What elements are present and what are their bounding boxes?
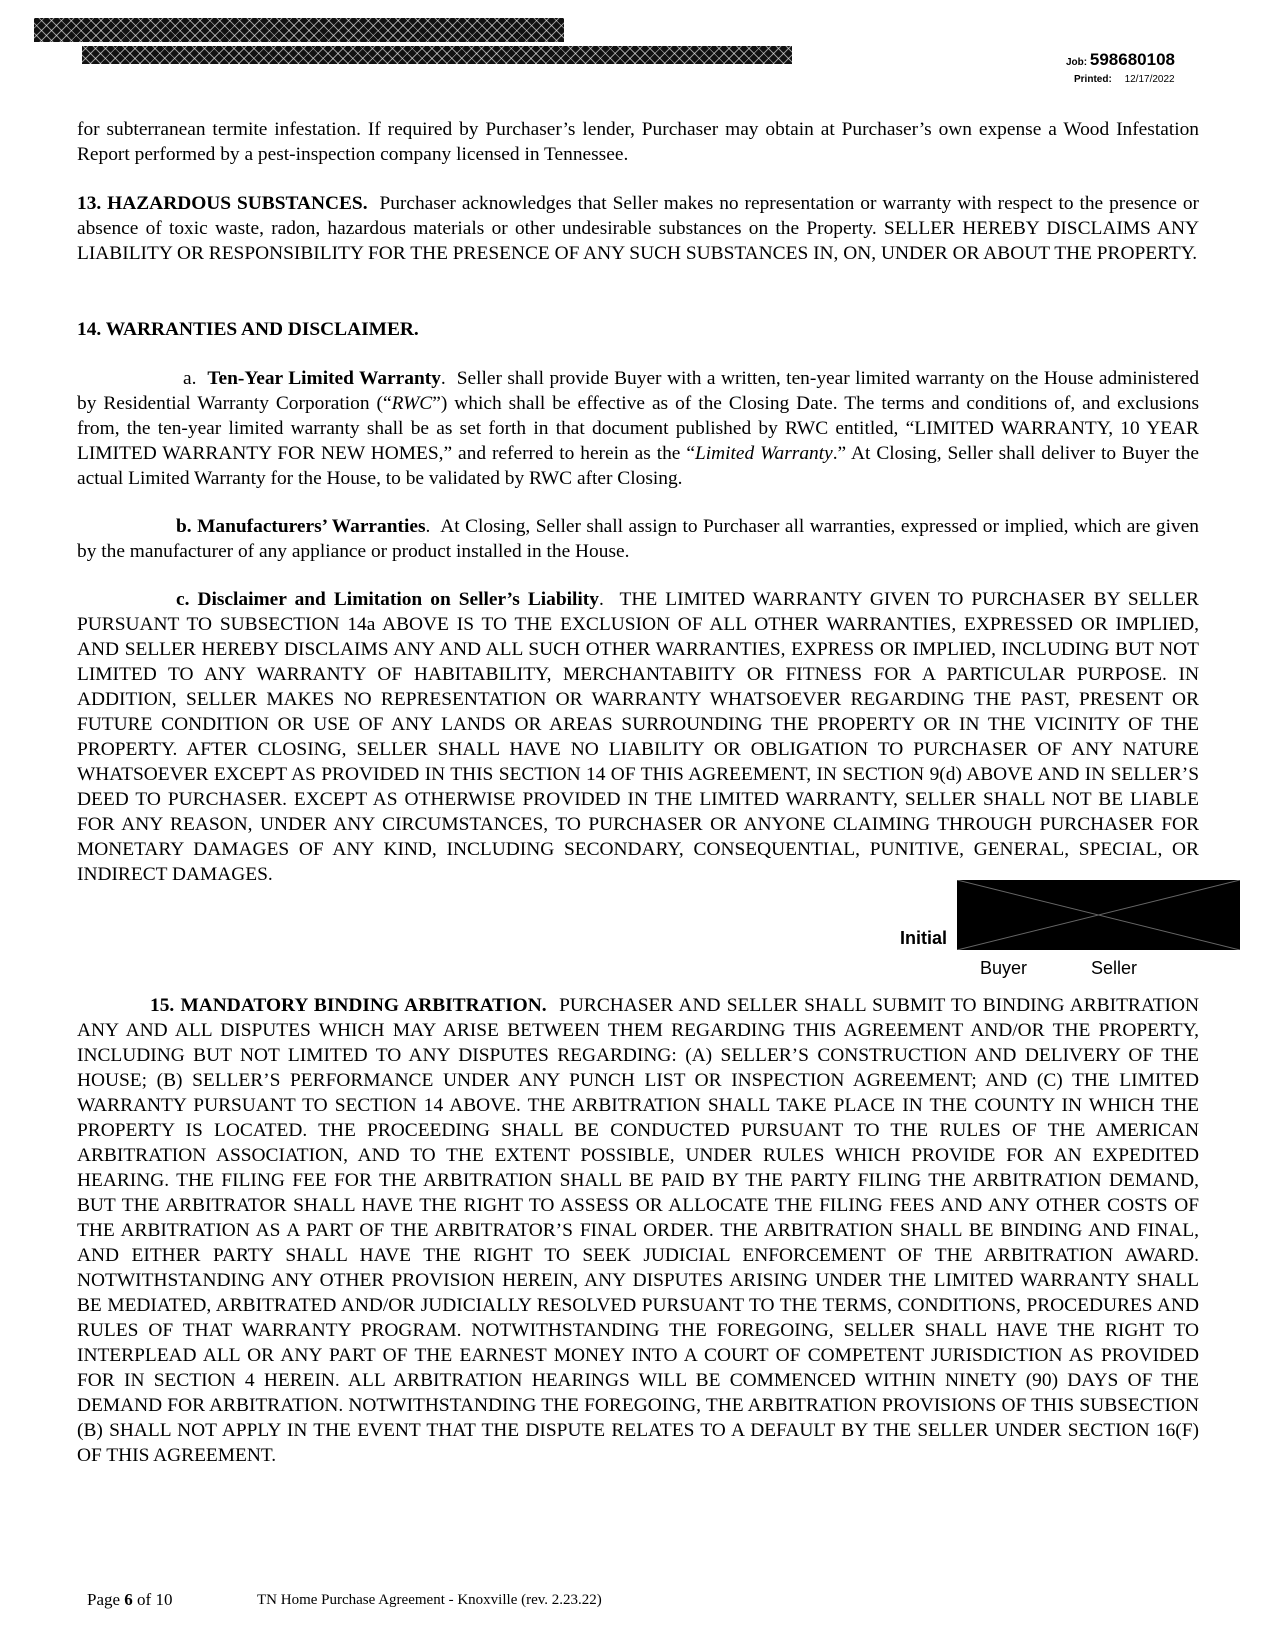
buyer-initial-label: Buyer <box>980 958 1028 978</box>
section-15-heading: 15. MANDATORY BINDING ARBITRATION. <box>150 995 547 1016</box>
printed-date: 12/17/2022 <box>1124 74 1175 85</box>
section-14b: b. Manufacturers’ Warranties. At Closing, Seller shall assign to Purchaser all warranties, expressed or implied, which are given by the manufacturer of any appliance or product installed in the House. <box>77 516 1199 562</box>
section-14a-text-1: Seller shall provide Buyer with a written, ten-year limited warranty on the House administered by Residential Warranty Corporation (“ <box>77 368 1200 414</box>
section-13 <box>77 191 1199 266</box>
printed-info <box>1074 74 1175 85</box>
page-prefix: Page <box>87 1590 121 1609</box>
section-14a-text-2: ”) which shall be effective as of the Closing Date. The terms and conditions of, and exclusions from, the ten-year limited warranty shall be as set forth in that document published by RWC entitled, “LIMITED WARRANTY, 10 YEAR LIMITED WARRANTY FOR NEW HOMES,” and referred to herein as the “ <box>77 393 1199 464</box>
job-label: Job: <box>1066 57 1088 68</box>
page-current: 6 <box>124 1590 133 1609</box>
initial-label: Initial <box>900 928 948 948</box>
job-info <box>1066 50 1175 70</box>
redaction-bar-top <box>34 18 564 42</box>
section-14a-limited-warranty: Limited Warranty <box>694 443 833 464</box>
section-14c-text: THE LIMITED WARRANTY GIVEN TO PURCHASER BY SELLER PURSUANT TO SUBSECTION 14a ABOVE IS TO THE EXCLUSION OF ALL OTHER WARRANTIES, EXPRESSED OR IMPLIED, AND SELLER HEREBY DISCLAIMS ANY AND ALL SUCH OTHER WARRANTIES, EXPRESS OR IMPLIED, INCLUDING BUT NOT LIMITED TO ANY WARRANTY OF HABITABILITY, MERCHANTABIITY OR FITNESS FOR A PARTICULAR PURPOSE. IN ADDITION, SELLER MAKES NO REPRESENTATION OR WARRANTY WHATSOEVER REGARDING THE PAST, PRESENT OR FUTURE CONDITION OR USE OF ANY LANDS OR AREAS SURROUNDING THE PROPERTY OR IN THE VICINITY OF THE PROPERTY. AFTER CLOSING, SELLER SHALL HAVE NO LIABILITY OR OBLIGATION TO PURCHASER OF ANY NATURE WHATSOEVER EXCEPT AS PROVIDED IN THIS SECTION 14 OF THIS AGREEMENT, IN SECTION 9(d) ABOVE AND IN SELLER’S DEED TO PURCHASER. EXCEPT AS OTHERWISE PROVIDED IN THE LIMITED WARRANTY, SELLER SHALL NOT BE LIABLE FOR ANY REASON, UNDER ANY CIRCUMSTANCES, TO PURCHASER OR ANYONE CLAIMING THROUGH PURCHASER FOR MONETARY DAMAGES OF ANY KIND, INCLUDING SECONDARY, CONSEQUENTIAL, PUNITIVE, GENERAL, SPECIAL, OR INDIRECT DAMAGES. <box>77 589 1199 885</box>
initials-redaction-box <box>957 880 1240 950</box>
job-number: 598680108 <box>1089 50 1175 69</box>
section-14-heading-line <box>77 317 1199 342</box>
section-13-text: Purchaser acknowledges that Seller makes no representation or warranty with respect to the presence or absence of toxic waste, radon, hazardous materials or other undesirable substances on the Property. SELLER HEREBY DISCLAIMS ANY LIABILITY OR RESPONSIBILITY FOR THE PRESENCE OF ANY SUCH SUBSTANCES IN, ON, UNDER OR ABOUT THE PROPERTY. <box>77 193 1199 264</box>
section-14a-rwc: RWC <box>391 393 433 414</box>
paragraph-termite: for subterranean termite infestation. If required by Purchaser’s lender, Purchaser may obtain at Purchaser’s own expense a Wood Infestation Report performed by a pest-inspection company licensed in Tennessee. <box>77 119 1199 165</box>
section-14a-text-3: .” At Closing, Seller shall deliver to Buyer the actual Limited Warranty for the House, to be validated by RWC after Closing. <box>77 443 1199 489</box>
section-14a: a. Ten-Year Limited Warranty. Seller shall provide Buyer with a written, ten-year limited warranty on the House administered by Residential Warranty Corporation (“RWC”) which shall be effective as of the Closing Date. The terms and conditions of, and exclusions from, the ten-year limited warranty shall be as set forth in that document published by RWC entitled, “LIMITED WARRANTY, 10 YEAR LIMITED WARRANTY FOR NEW HOMES,” and referred to herein as the “Limited Warranty.” At Closing, Seller shall deliver to Buyer the actual Limited Warranty for the House, to be validated by RWC after Closing. <box>77 368 1200 489</box>
printed-label: Printed: <box>1074 74 1112 85</box>
section-14a-label: a <box>183 368 192 389</box>
section-14b-heading: b. Manufacturers’ Warranties <box>176 516 426 537</box>
page-number <box>87 1590 172 1610</box>
redaction-bar-second <box>82 46 792 64</box>
section-14a-heading: Ten-Year Limited Warranty <box>207 368 441 389</box>
page-suffix: of 10 <box>137 1590 173 1609</box>
seller-initial-label: Seller <box>1091 958 1138 978</box>
section-14c-heading: c. Disclaimer and Limitation on Seller’s Liability <box>176 589 599 610</box>
initials-redaction-graphic <box>957 880 1240 950</box>
section-13-heading: 13. HAZARDOUS SUBSTANCES. <box>77 193 368 214</box>
section-14c: c. Disclaimer and Limitation on Seller’s Liability. THE LIMITED WARRANTY GIVEN TO PURCHASER BY SELLER PURSUANT TO SUBSECTION 14a ABOVE IS TO THE EXCLUSION OF ALL OTHER WARRANTIES, EXPRESSED OR IMPLIED, AND SELLER HEREBY DISCLAIMS ANY AND ALL SUCH OTHER WARRANTIES, EXPRESS OR IMPLIED, INCLUDING BUT NOT LIMITED TO ANY WARRANTY OF HABITABILITY, MERCHANTABIITY OR FITNESS FOR A PARTICULAR PURPOSE. IN ADDITION, SELLER MAKES NO REPRESENTATION OR WARRANTY WHATSOEVER REGARDING THE PAST, PRESENT OR FUTURE CONDITION OR USE OF ANY LANDS OR AREAS SURROUNDING THE PROPERTY OR IN THE VICINITY OF THE PROPERTY. AFTER CLOSING, SELLER SHALL HAVE NO LIABILITY OR OBLIGATION TO PURCHASER OF ANY NATURE WHATSOEVER EXCEPT AS PROVIDED IN THIS SECTION 14 OF THIS AGREEMENT, IN SECTION 9(d) ABOVE AND IN SELLER’S DEED TO PURCHASER. EXCEPT AS OTHERWISE PROVIDED IN THE LIMITED WARRANTY, SELLER SHALL NOT BE LIABLE FOR ANY REASON, UNDER ANY CIRCUMSTANCES, TO PURCHASER OR ANYONE CLAIMING THROUGH PURCHASER FOR MONETARY DAMAGES OF ANY KIND, INCLUDING SECONDARY, CONSEQUENTIAL, PUNITIVE, GENERAL, SPECIAL, OR INDIRECT DAMAGES. <box>77 589 1199 885</box>
document-title: TN Home Purchase Agreement - Knoxville (rev. 2.23.22) <box>257 1592 602 1608</box>
section-15 <box>77 993 1199 1468</box>
section-15-text: PURCHASER AND SELLER SHALL SUBMIT TO BINDING ARBITRATION ANY AND ALL DISPUTES WHICH MAY ARISE BETWEEN THEM REGARDING THIS AGREEMENT AND/OR THE PROPERTY, INCLUDING BUT NOT LIMITED TO ANY DISPUTES REGARDING: (A) SELLER’S CONSTRUCTION AND DELIVERY OF THE HOUSE; (B) SELLER’S PERFORMANCE UNDER ANY PUNCH LIST OR INSPECTION AGREEMENT; AND (C) THE LIMITED WARRANTY PURSUANT TO SECTION 14 ABOVE. THE ARBITRATION SHALL TAKE PLACE IN THE COUNTY IN WHICH THE PROPERTY IS LOCATED. THE PROCEEDING SHALL BE CONDUCTED PURSUANT TO THE RULES OF THE AMERICAN ARBITRATION ASSOCIATION, AND TO THE EXTENT POSSIBLE, UNDER RULES WHICH PROVIDE FOR AN EXPEDITED HEARING. THE FILING FEE FOR THE ARBITRATION SHALL BE PAID BY THE PARTY FILING THE ARBITRATION DEMAND, BUT THE ARBITRATOR SHALL HAVE THE RIGHT TO ASSESS OR ALLOCATE THE FILING FEES AND ANY OTHER COSTS OF THE ARBITRATION AS A PART OF THE ARBITRATOR’S FINAL ORDER. THE ARBITRATION SHALL BE BINDING AND FINAL, AND EITHER PARTY SHALL HAVE THE RIGHT TO SEEK JUDICIAL ENFORCEMENT OF THE ARBITRATION AWARD. NOTWITHSTANDING ANY OTHER PROVISION HEREIN, ANY DISPUTES ARISING UNDER THE LIMITED WARRANTY SHALL BE MEDIATED, ARBITRATED AND/OR JUDICIALLY RESOLVED PURSUANT TO THE TERMS, CONDITIONS, PROCEDURES AND RULES OF THAT WARRANTY PROGRAM. NOTWITHSTANDING THE FOREGOING, SELLER SHALL HAVE THE RIGHT TO INTERPLEAD ALL OR ANY PART OF THE EARNEST MONEY INTO A COURT OF COMPETENT JURISDICTION AS PROVIDED FOR IN SECTION 4 HEREIN. ALL ARBITRATION HEARINGS WILL BE COMMENCED WITHIN NINETY (90) DAYS OF THE DEMAND FOR ARBITRATION. NOTWITHSTANDING THE FOREGOING, THE ARBITRATION PROVISIONS OF THIS SUBSECTION (B) SHALL NOT APPLY IN THE EVENT THAT THE DISPUTE RELATES TO A DEFAULT BY THE SELLER UNDER SECTION 16(F) OF THIS AGREEMENT. <box>77 995 1200 1466</box>
section-14-heading: 14. WARRANTIES AND DISCLAIMER. <box>77 319 419 340</box>
section-14b-text: At Closing, Seller shall assign to Purchaser all warranties, expressed or implied, which are given by the manufacturer of any appliance or product installed in the House. <box>77 516 1199 562</box>
